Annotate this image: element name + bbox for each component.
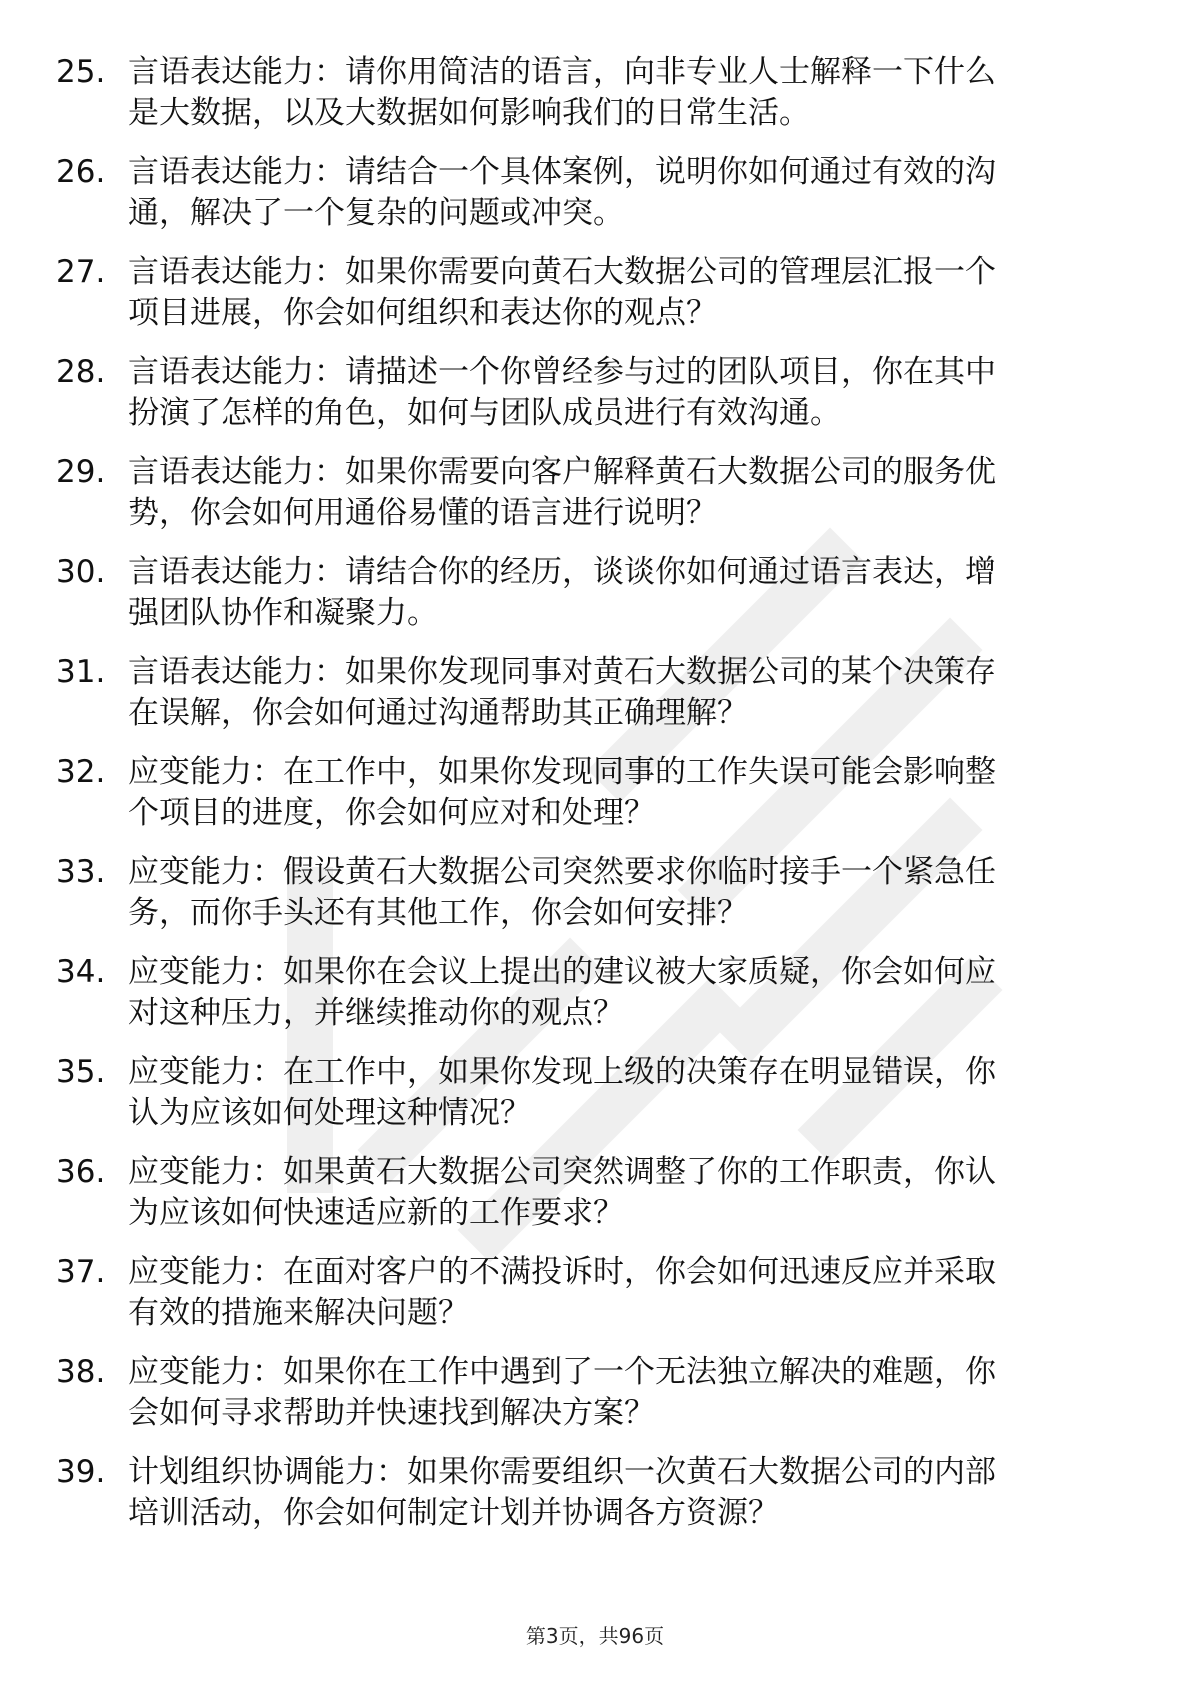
- question-text-line-1: 应变能力：假设黄石大数据公司突然要求你临时接手一个紧急任: [128, 854, 996, 890]
- question-text-line-1: 应变能力：如果黄石大数据公司突然调整了你的工作职责，你认: [128, 1154, 996, 1190]
- question-text-line-2: 为应该如何快速适应新的工作要求？: [128, 1195, 624, 1231]
- question-item: [56, 552, 1116, 634]
- question-item: [56, 252, 1116, 334]
- question-number: 26.: [56, 154, 106, 190]
- question-item: [56, 1352, 1116, 1434]
- question-text-line-1: 言语表达能力：请结合一个具体案例，说明你如何通过有效的沟: [128, 154, 996, 190]
- question-text-line-1: 应变能力：在工作中，如果你发现同事的工作失误可能会影响整: [128, 754, 996, 790]
- question-text-line-2: 有效的措施来解决问题？: [128, 1295, 469, 1331]
- question-item: [56, 752, 1116, 834]
- question-text-line-2: 务，而你手头还有其他工作，你会如何安排？: [128, 895, 748, 931]
- question-item: [56, 652, 1116, 734]
- question-number: 33.: [56, 854, 106, 890]
- question-text-line-2: 势，你会如何用通俗易懂的语言进行说明？: [128, 495, 717, 531]
- question-text-line-2: 扮演了怎样的角色，如何与团队成员进行有效沟通。: [128, 395, 841, 431]
- question-text-line-2: 对这种压力，并继续推动你的观点？: [128, 995, 624, 1031]
- question-number: 27.: [56, 254, 106, 290]
- question-text-line-2: 项目进展，你会如何组织和表达你的观点？: [128, 295, 717, 331]
- question-number: 31.: [56, 654, 106, 690]
- question-item: [56, 852, 1116, 934]
- question-text-line-2: 通，解决了一个复杂的问题或冲突。: [128, 195, 624, 231]
- question-number: 34.: [56, 954, 106, 990]
- question-number: 30.: [56, 554, 106, 590]
- question-number: 39.: [56, 1454, 106, 1490]
- question-text-line-2: 认为应该如何处理这种情况？: [128, 1095, 531, 1131]
- question-item: [56, 452, 1116, 534]
- question-text-line-2: 个项目的进度，你会如何应对和处理？: [128, 795, 655, 831]
- question-text-line-1: 言语表达能力：如果你发现同事对黄石大数据公司的某个决策存: [128, 654, 996, 690]
- question-text-line-1: 应变能力：在工作中，如果你发现上级的决策存在明显错误，你: [128, 1054, 996, 1090]
- question-text-line-1: 应变能力：如果你在会议上提出的建议被大家质疑，你会如何应: [128, 954, 996, 990]
- question-text-line-2: 强团队协作和凝聚力。: [128, 595, 438, 631]
- question-number: 32.: [56, 754, 106, 790]
- question-number: 36.: [56, 1154, 106, 1190]
- question-text-line-1: 计划组织协调能力：如果你需要组织一次黄石大数据公司的内部: [128, 1454, 996, 1490]
- question-number: 28.: [56, 354, 106, 390]
- question-item: [56, 1152, 1116, 1234]
- question-number: 37.: [56, 1254, 106, 1290]
- question-item: [56, 52, 1116, 134]
- question-text-line-2: 培训活动，你会如何制定计划并协调各方资源？: [128, 1495, 779, 1531]
- question-item: [56, 1052, 1116, 1134]
- question-list: [56, 52, 1116, 1552]
- question-item: [56, 1252, 1116, 1334]
- page-number-label: 第3页，共96页: [525, 1624, 665, 1648]
- question-text-line-1: 言语表达能力：请结合你的经历，谈谈你如何通过语言表达，增: [128, 554, 996, 590]
- page-footer: [0, 1622, 1190, 1650]
- question-item: [56, 952, 1116, 1034]
- question-item: [56, 352, 1116, 434]
- question-text-line-2: 是大数据，以及大数据如何影响我们的日常生活。: [128, 95, 810, 131]
- question-number: 25.: [56, 54, 106, 90]
- question-text-line-2: 在误解，你会如何通过沟通帮助其正确理解？: [128, 695, 748, 731]
- question-number: 38.: [56, 1354, 106, 1390]
- question-text-line-1: 言语表达能力：请你用简洁的语言，向非专业人士解释一下什么: [128, 54, 996, 90]
- question-text-line-1: 言语表达能力：如果你需要向客户解释黄石大数据公司的服务优: [128, 454, 996, 490]
- question-number: 29.: [56, 454, 106, 490]
- question-item: [56, 152, 1116, 234]
- question-text-line-1: 言语表达能力：如果你需要向黄石大数据公司的管理层汇报一个: [128, 254, 996, 290]
- question-text-line-1: 应变能力：在面对客户的不满投诉时，你会如何迅速反应并采取: [128, 1254, 996, 1290]
- question-number: 35.: [56, 1054, 106, 1090]
- question-item: [56, 1452, 1116, 1534]
- question-text-line-2: 会如何寻求帮助并快速找到解决方案？: [128, 1395, 655, 1431]
- question-text-line-1: 言语表达能力：请描述一个你曾经参与过的团队项目，你在其中: [128, 354, 996, 390]
- question-text-line-1: 应变能力：如果你在工作中遇到了一个无法独立解决的难题，你: [128, 1354, 996, 1390]
